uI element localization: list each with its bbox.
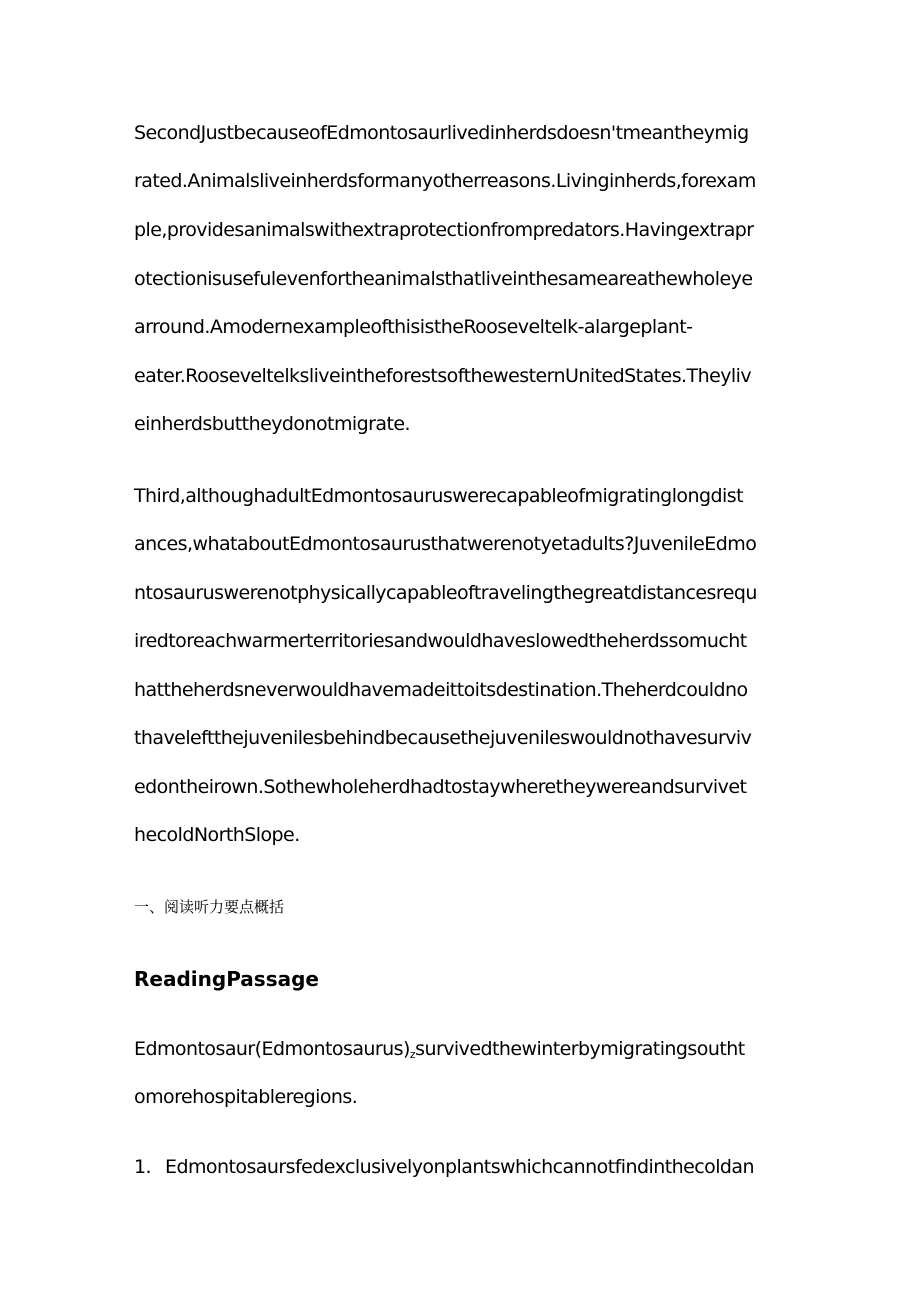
text-line bbox=[134, 1037, 745, 1067]
text-line: ances,whataboutEdmontosaurusthatwerenotyetadults?JuvenileEdmo bbox=[134, 533, 757, 555]
text-line: eater.RooseveltelksliveintheforestsofthewesternUnitedStates.Theyliv bbox=[134, 365, 752, 387]
text-line: ntosauruswerenotphysicallycapableoftravelingthegreatdistancesrequ bbox=[134, 582, 757, 604]
text-line: omorehospitableregions. bbox=[134, 1086, 358, 1108]
section-heading: 一、阅读听力要点概括 bbox=[134, 898, 285, 916]
list-item-text: Edmontosaursfedexclusivelyonplantswhichcannotfindinthecoldan bbox=[165, 1156, 755, 1178]
list-item-number: 1. bbox=[134, 1156, 152, 1178]
text-line: iredtoreachwarmerterritoriesandwouldhaveslowedtheherdssomucht bbox=[134, 630, 747, 652]
text-line: einherdsbuttheydonotmigrate. bbox=[134, 413, 411, 435]
text-line: rated.Animalsliveinherdsformanyotherreasons.Livinginherds,forexam bbox=[134, 170, 756, 192]
text-line: Third,althoughadultEdmontosauruswerecapableofmigratinglongdist bbox=[134, 485, 743, 507]
text-line: arround.AmodernexampleofthisistheRooseveltelk-alargeplant- bbox=[134, 316, 693, 338]
reading-passage-heading: ReadingPassage bbox=[134, 967, 319, 991]
text-segment: survivedthewinterbymigratingsoutht bbox=[415, 1038, 745, 1060]
text-line: otectionisusefulevenfortheanimalsthatliveinthesameareathewholeye bbox=[134, 268, 753, 290]
text-line: SecondJustbecauseofEdmontosaurlivedinherdsdoesn'tmeantheymig bbox=[134, 122, 749, 144]
list-item bbox=[134, 1155, 754, 1179]
text-segment: Edmontosaur(Edmontosaurus) bbox=[134, 1038, 410, 1060]
text-line: ple,providesanimalswithextraprotectionfrompredators.Havingextrapr bbox=[134, 219, 754, 241]
text-line: hecoldNorthSlope. bbox=[134, 824, 300, 846]
subscript-mark: z bbox=[409, 1048, 416, 1061]
text-line: edontheirown.Sothewholeherdhadtostaywheretheywereandsurvivet bbox=[134, 776, 747, 798]
text-line: hattheherdsneverwouldhavemadeittoitsdestination.Theherdcouldno bbox=[134, 679, 748, 701]
text-line: thaveleftthejuvenilesbehindbecausethejuvenileswouldnothavesurviv bbox=[134, 727, 752, 749]
